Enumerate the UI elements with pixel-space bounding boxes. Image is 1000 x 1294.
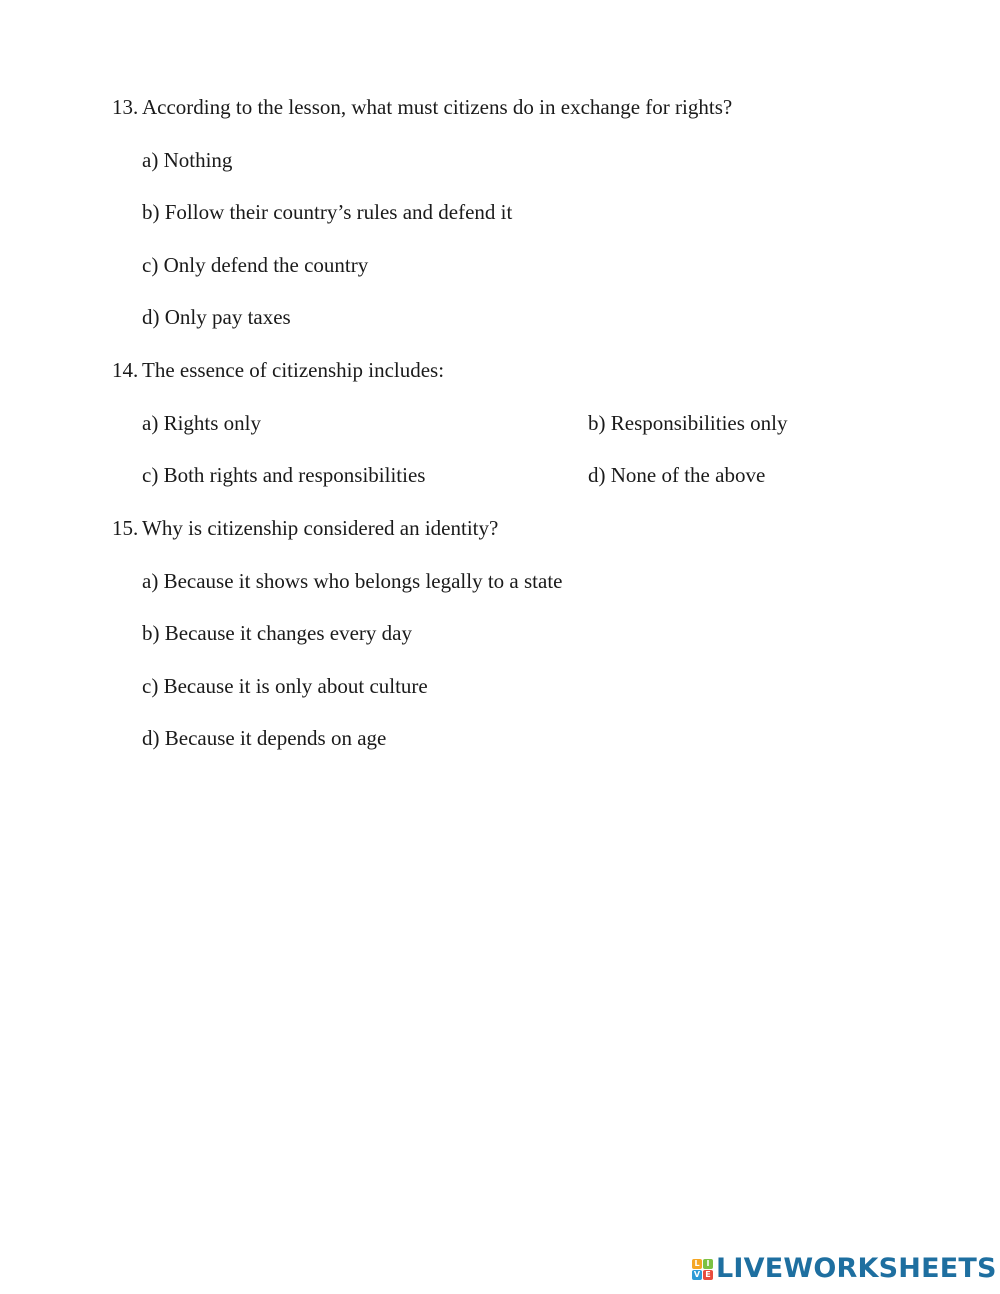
logo-cell: L <box>692 1259 702 1269</box>
question-13 <box>112 94 732 120</box>
option-15c: c) Because it is only about culture <box>142 674 428 698</box>
option-14d: d) None of the above <box>588 463 766 487</box>
question-15 <box>112 515 498 541</box>
option-14a: a) Rights only <box>142 411 261 435</box>
option-15b: b) Because it changes every day <box>142 621 412 645</box>
question-text: Why is citizenship considered an identity? <box>142 516 499 540</box>
question-14 <box>112 357 444 383</box>
logo-cell: E <box>703 1270 713 1280</box>
option-15d: d) Because it depends on age <box>142 726 387 750</box>
question-number: 13. <box>112 95 139 119</box>
option-15a: a) Because it shows who belongs legally to a state <box>142 569 563 593</box>
logo-cell: I <box>703 1259 713 1269</box>
logo-text: LIVEWORKSHEETS <box>716 1253 997 1284</box>
logo-cell: V <box>693 1269 701 1279</box>
liveworksheets-logo <box>692 1252 997 1286</box>
logo-mark-icon <box>692 1259 713 1280</box>
option-13c: c) Only defend the country <box>142 253 369 277</box>
option-13d: d) Only pay taxes <box>142 305 291 329</box>
question-text: The essence of citizenship includes: <box>142 358 445 382</box>
question-number: 15. <box>112 516 139 540</box>
option-13a: a) Nothing <box>142 148 233 172</box>
question-text: According to the lesson, what must citizens do in exchange for rights? <box>142 95 733 119</box>
question-number: 14. <box>112 358 139 382</box>
option-14c: c) Both rights and responsibilities <box>142 463 426 487</box>
option-14b: b) Responsibilities only <box>588 411 788 435</box>
option-13b: b) Follow their country’s rules and defend it <box>142 200 513 224</box>
